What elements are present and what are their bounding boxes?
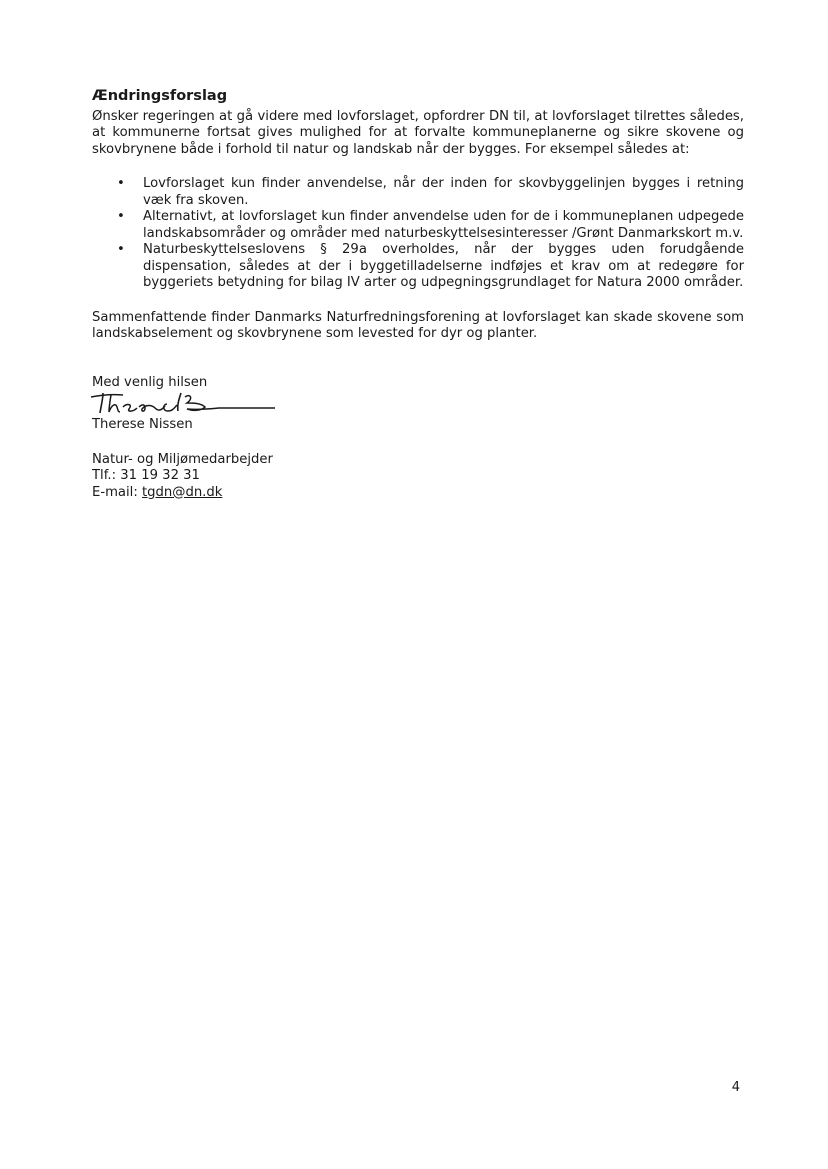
bullet-icon: •	[117, 176, 125, 191]
phone-number: Tlf.: 31 19 32 31	[92, 468, 200, 483]
bullet-icon: •	[117, 242, 125, 257]
email-link[interactable]: tgdn@dn.dk	[141, 484, 223, 500]
list-item	[117, 176, 744, 209]
letter-body	[92, 88, 744, 501]
bullet-icon: •	[117, 209, 125, 224]
email-label: E-mail:	[92, 484, 142, 500]
summary-paragraph: Sammenfattende finder Danmarks Naturfredningsforening at lovforslaget kan skade skovene som landskabselement og skovbrynene som levested for dyr og planter.	[92, 309, 744, 341]
signer-title: Natur- og Miljømedarbejder	[92, 451, 273, 467]
list-item-text: Alternativt, at lovforslaget kun finder anvendelse uden for de i kommuneplanen udpegede landskabsområder og områder med naturbeskyttelsesinteresser /Grønt Danmarkskort m.v.	[143, 209, 744, 241]
signer-name: Therese Nissen	[92, 417, 193, 432]
closing-salutation: Med venlig hilsen	[92, 374, 208, 390]
proposal-list	[92, 176, 744, 292]
signature-image	[89, 389, 281, 415]
contact-block	[92, 452, 744, 502]
list-item	[117, 209, 744, 242]
intro-paragraph: Ønsker regeringen at gå videre med lovforslaget, opfordrer DN til, at lovforslaget tilrettes således, at kommunerne fortsat gives mulighed for at forvalte kommuneplanerne og sikre skovene og skovbrynene både i forhold til natur og landskab når der bygges. For eksempel således at:	[92, 108, 744, 157]
list-item-text: Lovforslaget kun finder anvendelse, når der inden for skovbyggelinjen bygges i retning væk fra skoven.	[143, 176, 744, 208]
page-number: 4	[731, 1080, 740, 1095]
list-item	[117, 242, 744, 292]
email-line	[92, 485, 744, 502]
section-heading: Ændringsforslag	[92, 88, 228, 104]
list-item-text: Naturbeskyttelseslovens § 29a overholdes, når der bygges uden forudgående dispensation, således at der i byggetilladelserne indføjes et krav om at redegøre for byggeriets betydning for bilag IV arter og udpegningsgrundlaget for Natura 2000 områder.	[143, 242, 744, 290]
